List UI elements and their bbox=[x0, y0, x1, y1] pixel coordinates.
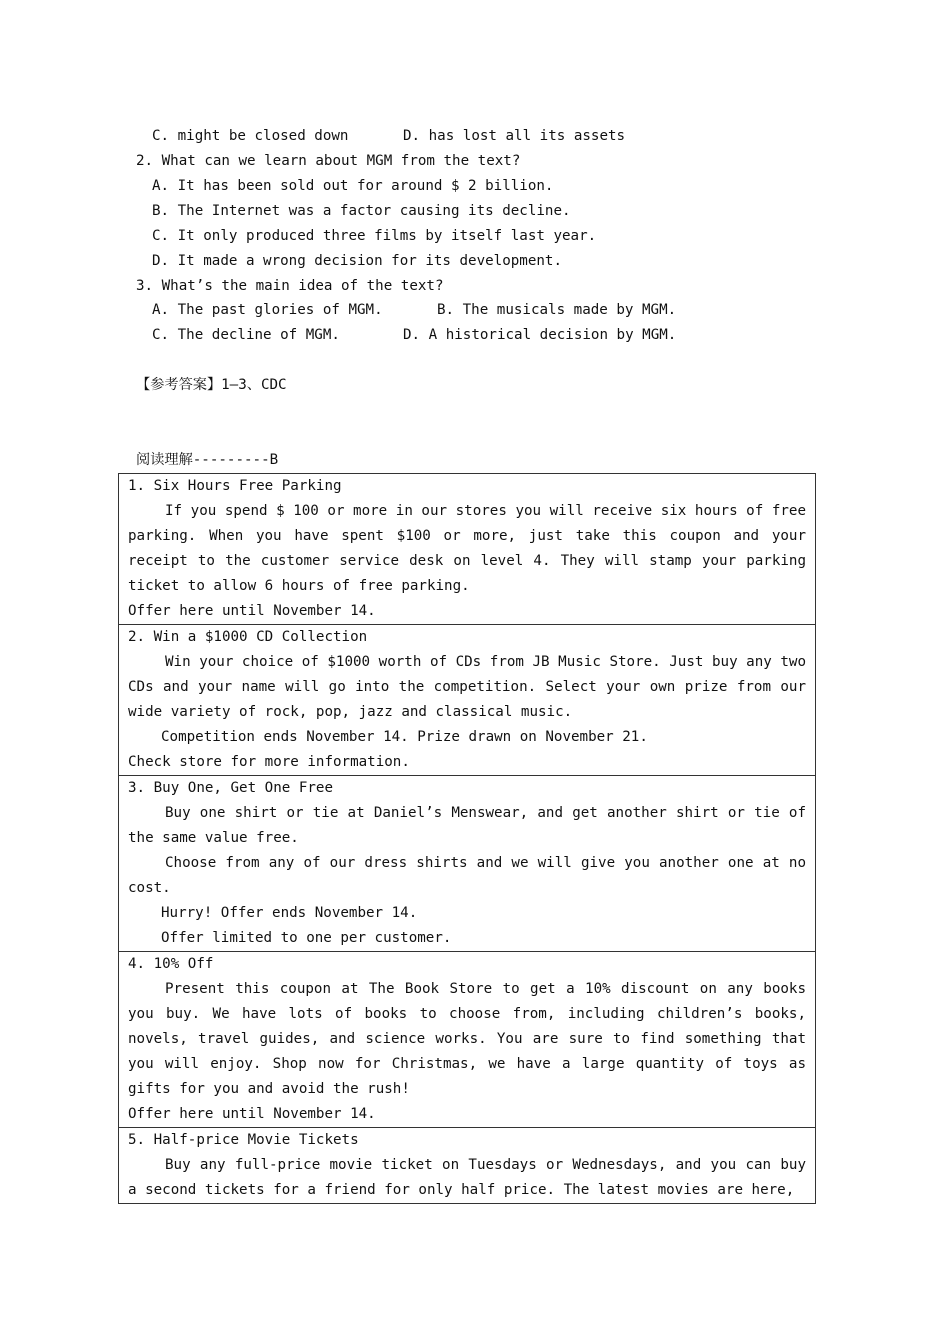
table-row bbox=[119, 474, 816, 625]
ad-title: 4. 10% Off bbox=[128, 956, 214, 972]
question-stem: 3. What’s the main idea of the text? bbox=[136, 278, 444, 294]
ad-cell bbox=[119, 1128, 816, 1204]
ad-body: Buy any full-price movie ticket on Tuesdays or Wednesdays, and you can buy a second tickets for a friend for only half price. The latest movies are here, bbox=[128, 1157, 806, 1198]
ad-line: Offer limited to one per customer. bbox=[161, 930, 452, 946]
ad-line: Competition ends November 14. Prize drawn on November 21. bbox=[161, 729, 648, 745]
ad-footer: Check store for more information. bbox=[128, 754, 410, 770]
ad-title: 3. Buy One, Get One Free bbox=[128, 780, 333, 796]
table-row bbox=[119, 776, 816, 952]
option-a: A. The past glories of MGM. bbox=[152, 302, 383, 318]
reading-passage-table bbox=[118, 473, 816, 1204]
option-c: C. might be closed down bbox=[152, 128, 349, 144]
option-b: B. The musicals made by MGM. bbox=[437, 302, 677, 318]
option-b: B. The Internet was a factor causing its decline. bbox=[152, 203, 571, 219]
table-row bbox=[119, 952, 816, 1128]
ad-title: 1. Six Hours Free Parking bbox=[128, 478, 342, 494]
table-row bbox=[119, 625, 816, 776]
option-a: A. It has been sold out for around $ 2 billion. bbox=[152, 178, 554, 194]
ad-footer: Offer here until November 14. bbox=[128, 603, 376, 619]
reference-answer: 【参考答案】1—3、CDC bbox=[136, 377, 287, 393]
ad-cell bbox=[119, 952, 816, 1128]
ad-body: Buy one shirt or tie at Daniel’s Menswear, and get another shirt or tie of the same value free. bbox=[128, 805, 806, 846]
option-c: C. The decline of MGM. bbox=[152, 327, 340, 343]
ad-footer: Offer here until November 14. bbox=[128, 1106, 376, 1122]
option-c: C. It only produced three films by itself last year. bbox=[152, 228, 597, 244]
ad-title: 5. Half-price Movie Tickets bbox=[128, 1132, 359, 1148]
ad-body: If you spend $ 100 or more in our stores you will receive six hours of free parking. When you have spent $100 or more, just take this coupon and your receipt to the customer service desk on level 4. They will stamp your parking ticket to allow 6 hours of free parking. bbox=[128, 503, 806, 594]
ad-line: Hurry! Offer ends November 14. bbox=[161, 905, 418, 921]
ad-body-2: Choose from any of our dress shirts and we will give you another one at no cost. bbox=[128, 855, 806, 896]
ad-cell bbox=[119, 776, 816, 952]
option-d: D. It made a wrong decision for its development. bbox=[152, 253, 562, 269]
ad-cell bbox=[119, 474, 816, 625]
ad-title: 2. Win a $1000 CD Collection bbox=[128, 629, 368, 645]
question-stem: 2. What can we learn about MGM from the text? bbox=[136, 153, 521, 169]
option-d: D. has lost all its assets bbox=[403, 128, 626, 144]
option-d: D. A historical decision by MGM. bbox=[403, 327, 677, 343]
ad-body: Present this coupon at The Book Store to get a 10% discount on any books you buy. We have lots of books to choose from, including children’s books, novels, travel guides, and science works. You are sure to find something that you will enjoy. Shop now for Christmas, we have a large quantity of toys as gifts for you and avoid the rush! bbox=[128, 981, 806, 1097]
ad-body: Win your choice of $1000 worth of CDs from JB Music Store. Just buy any two CDs and your name will go into the competition. Select your own prize from our wide variety of rock, pop, jazz and classical music. bbox=[128, 654, 806, 720]
ad-cell bbox=[119, 625, 816, 776]
section-title: 阅读理解---------B bbox=[136, 452, 279, 468]
table-row bbox=[119, 1128, 816, 1204]
